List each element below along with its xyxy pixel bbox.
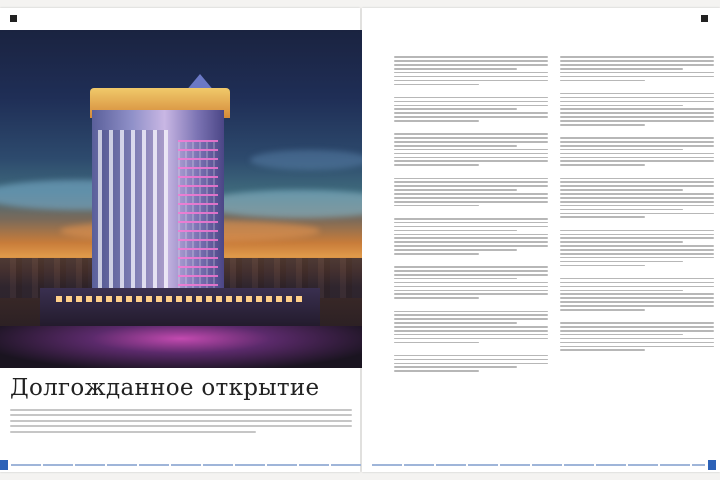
text-line — [394, 137, 548, 139]
footer-left — [0, 462, 362, 468]
text-line — [560, 257, 714, 259]
text-line — [394, 342, 479, 344]
text-line — [394, 181, 548, 183]
text-line — [394, 237, 548, 239]
text-line — [394, 141, 548, 143]
text-line — [560, 293, 714, 295]
text-line — [394, 97, 548, 99]
body-paragraph — [560, 320, 714, 353]
text-line — [560, 105, 683, 107]
text-line — [394, 314, 548, 316]
text-line — [560, 338, 714, 340]
text-line — [560, 72, 714, 74]
text-line — [560, 116, 714, 118]
tower-light-stripes — [98, 130, 168, 300]
text-line — [394, 80, 548, 82]
text-line — [560, 290, 683, 292]
body-paragraph — [394, 308, 548, 345]
text-line — [560, 60, 714, 62]
tower-facade-lights — [178, 140, 218, 290]
text-line — [560, 97, 714, 99]
text-line — [560, 160, 714, 162]
text-line — [394, 68, 517, 70]
text-line — [560, 197, 714, 199]
text-line — [394, 60, 548, 62]
body-paragraph — [560, 135, 714, 168]
text-line — [560, 346, 714, 348]
text-line — [560, 282, 714, 284]
article-headline: Долгожданное открытие — [10, 375, 320, 401]
body-paragraph — [560, 54, 714, 84]
text-line — [394, 230, 517, 232]
text-line — [560, 108, 714, 110]
body-column-1 — [394, 54, 548, 446]
text-line — [394, 205, 479, 207]
text-line — [394, 274, 548, 276]
text-line — [560, 237, 714, 239]
text-line — [394, 116, 548, 118]
text-line — [394, 241, 548, 243]
text-line — [560, 164, 645, 166]
body-paragraph — [394, 131, 548, 168]
text-line — [560, 261, 683, 263]
article-lede — [10, 406, 352, 436]
text-line — [394, 108, 517, 110]
text-line — [394, 290, 548, 292]
text-line — [560, 153, 714, 155]
text-line — [394, 201, 548, 203]
text-line — [394, 222, 548, 224]
text-line — [394, 164, 479, 166]
text-line — [560, 193, 714, 195]
running-head-right — [701, 14, 710, 22]
text-line — [560, 201, 714, 203]
text-line — [394, 72, 548, 74]
text-line — [394, 338, 548, 340]
section-marker-icon — [10, 15, 17, 22]
text-line — [394, 218, 548, 220]
body-paragraph — [560, 276, 714, 313]
footer-right — [372, 462, 716, 468]
text-line — [560, 205, 714, 207]
text-line — [560, 80, 645, 82]
body-column-2 — [560, 54, 714, 446]
footer-rule — [11, 464, 362, 466]
body-paragraph — [560, 227, 714, 268]
text-line — [560, 326, 714, 328]
text-line — [394, 363, 548, 365]
text-line — [560, 241, 683, 243]
text-line — [394, 322, 517, 324]
text-line — [394, 266, 548, 268]
text-line — [560, 309, 645, 311]
text-line — [560, 68, 683, 70]
text-line — [560, 120, 714, 122]
body-paragraph — [394, 94, 548, 124]
text-line — [394, 189, 517, 191]
text-line — [560, 181, 714, 183]
footer-rule — [372, 464, 705, 466]
text-line — [394, 153, 548, 155]
text-line — [394, 359, 548, 361]
text-line — [394, 270, 548, 272]
text-line — [560, 330, 714, 332]
text-line — [394, 245, 548, 247]
text-line — [560, 178, 714, 180]
text-line — [560, 278, 714, 280]
text-line — [394, 311, 548, 313]
text-line — [560, 230, 714, 232]
text-line — [560, 286, 714, 288]
text-line — [560, 349, 645, 351]
text-line — [394, 197, 548, 199]
text-line — [560, 305, 714, 307]
photo-caption — [8, 30, 108, 36]
text-line — [560, 145, 714, 147]
text-line — [394, 120, 479, 122]
text-line — [394, 64, 548, 66]
body-paragraph — [394, 54, 548, 87]
text-line — [394, 105, 548, 107]
text-line — [560, 76, 714, 78]
text-line — [394, 101, 548, 103]
text-line — [560, 213, 714, 215]
podium-lights — [56, 296, 306, 302]
text-line — [560, 157, 714, 159]
page-number-left — [0, 460, 8, 470]
text-line — [560, 334, 683, 336]
text-line — [394, 84, 479, 86]
text-line — [394, 185, 548, 187]
text-line — [560, 185, 714, 187]
hero-photo-hotel-tower — [0, 30, 362, 368]
body-paragraph — [560, 91, 714, 128]
text-line — [394, 149, 548, 151]
tower-podium — [40, 288, 320, 328]
text-line — [394, 278, 517, 280]
lit-plaza — [0, 326, 362, 368]
body-paragraph — [394, 264, 548, 301]
text-line — [560, 112, 714, 114]
text-line — [560, 249, 714, 251]
body-paragraph — [560, 175, 714, 220]
page-number-right — [708, 460, 716, 470]
text-line — [394, 355, 548, 357]
text-line — [394, 112, 548, 114]
body-paragraph — [394, 353, 548, 375]
text-line — [394, 253, 479, 255]
text-line — [560, 322, 714, 324]
text-line — [394, 234, 548, 236]
text-line — [560, 137, 714, 139]
text-line — [560, 101, 714, 103]
text-line — [394, 370, 479, 372]
text-line — [560, 253, 714, 255]
text-line — [394, 330, 548, 332]
text-line — [560, 124, 645, 126]
text-line — [560, 64, 714, 66]
text-line — [560, 297, 714, 299]
text-line — [394, 226, 548, 228]
text-line — [394, 145, 517, 147]
text-line — [394, 334, 548, 336]
text-line — [394, 133, 548, 135]
text-line — [394, 297, 479, 299]
text-line — [394, 318, 548, 320]
text-line — [394, 366, 517, 368]
text-line — [394, 76, 548, 78]
article-body — [394, 54, 714, 446]
text-line — [394, 286, 548, 288]
text-line — [560, 245, 714, 247]
text-line — [394, 178, 548, 180]
text-line — [394, 157, 548, 159]
body-paragraph — [394, 216, 548, 257]
text-line — [560, 265, 645, 267]
text-line — [560, 209, 683, 211]
text-line — [394, 56, 548, 58]
text-line — [560, 234, 714, 236]
text-line — [394, 249, 517, 251]
body-paragraph — [394, 175, 548, 208]
text-line — [394, 326, 548, 328]
text-line — [560, 56, 714, 58]
text-line — [394, 193, 548, 195]
running-head-left — [10, 14, 19, 22]
section-marker-icon — [701, 15, 708, 22]
text-line — [394, 293, 548, 295]
text-line — [560, 141, 714, 143]
text-line — [560, 216, 645, 218]
text-line — [394, 282, 548, 284]
text-line — [560, 342, 714, 344]
text-line — [560, 149, 683, 151]
text-line — [560, 93, 714, 95]
text-line — [560, 189, 683, 191]
text-line — [560, 301, 714, 303]
text-line — [394, 160, 548, 162]
